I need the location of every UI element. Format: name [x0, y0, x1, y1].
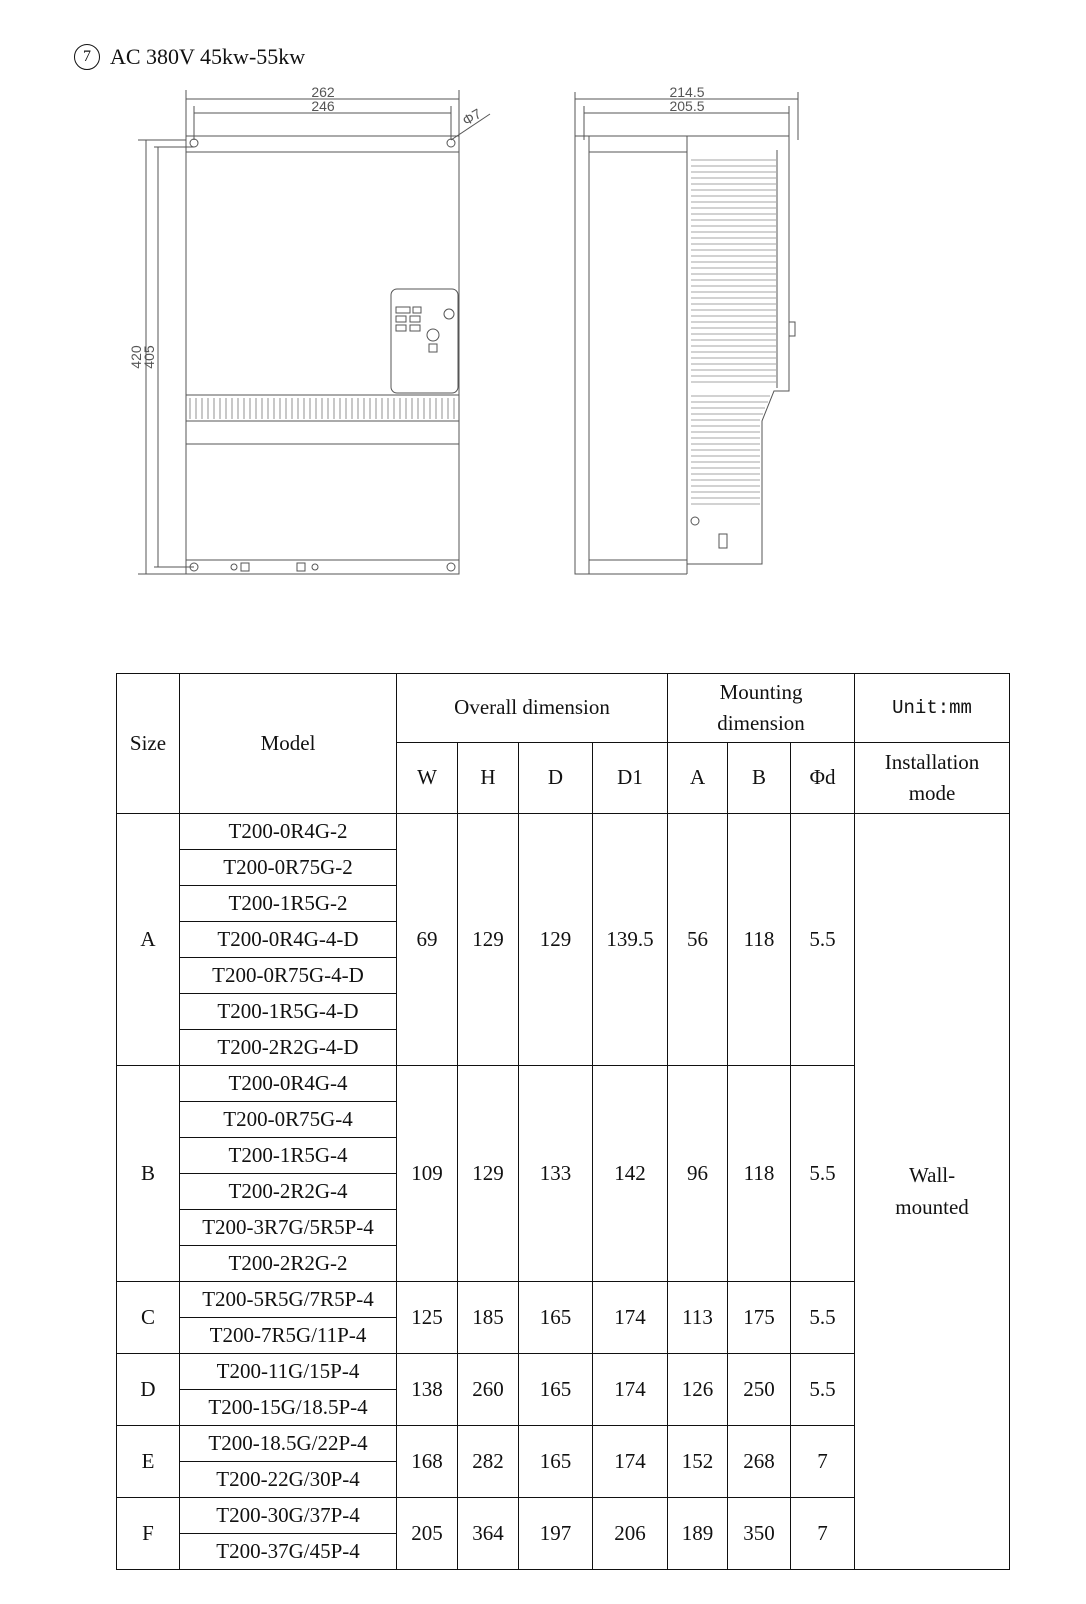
value-cell-d1: 174	[593, 1426, 668, 1498]
value-cell-d: 197	[519, 1498, 593, 1570]
dim-405: 405	[141, 345, 157, 369]
dim-214-5: 214.5	[669, 84, 705, 100]
value-cell-b: 268	[728, 1426, 791, 1498]
value-cell-d: 165	[519, 1282, 593, 1354]
value-cell-d1: 139.5	[593, 814, 668, 1066]
model-cell: T200-37G/45P-4	[180, 1534, 397, 1570]
value-cell-a: 152	[668, 1426, 728, 1498]
table-row	[117, 814, 1010, 850]
dim-262: 262	[311, 84, 335, 100]
size-cell: B	[117, 1066, 180, 1282]
circled-number: 7	[74, 44, 100, 70]
model-cell: T200-0R75G-4	[180, 1102, 397, 1138]
dimension-drawing	[0, 0, 1086, 600]
value-cell-b: 350	[728, 1498, 791, 1570]
value-cell-a: 56	[668, 814, 728, 1066]
size-cell: F	[117, 1498, 180, 1570]
installation-mode-cell: Wall-mounted	[855, 814, 1010, 1570]
value-cell-phid: 5.5	[791, 1066, 855, 1282]
value-cell-h: 129	[458, 1066, 519, 1282]
header-d: D	[519, 743, 593, 814]
value-cell-b: 250	[728, 1354, 791, 1426]
value-cell-w: 138	[397, 1354, 458, 1426]
value-cell-b: 118	[728, 814, 791, 1066]
model-cell: T200-22G/30P-4	[180, 1462, 397, 1498]
value-cell-phid: 5.5	[791, 1354, 855, 1426]
model-cell: T200-0R75G-4-D	[180, 958, 397, 994]
value-cell-b: 175	[728, 1282, 791, 1354]
header-a: A	[668, 743, 728, 814]
model-cell: T200-2R2G-4	[180, 1174, 397, 1210]
model-cell: T200-18.5G/22P-4	[180, 1426, 397, 1462]
dim-205-5: 205.5	[669, 98, 705, 114]
value-cell-d1: 174	[593, 1354, 668, 1426]
model-cell: T200-2R2G-2	[180, 1246, 397, 1282]
value-cell-w: 69	[397, 814, 458, 1066]
model-cell: T200-0R75G-2	[180, 850, 397, 886]
value-cell-d1: 206	[593, 1498, 668, 1570]
value-cell-d1: 142	[593, 1066, 668, 1282]
model-cell: T200-5R5G/7R5P-4	[180, 1282, 397, 1318]
value-cell-phid: 5.5	[791, 814, 855, 1066]
header-size: Size	[117, 674, 180, 814]
value-cell-h: 129	[458, 814, 519, 1066]
header-phid: Φd	[791, 743, 855, 814]
header-unit: Unit:mm	[855, 674, 1010, 743]
value-cell-h: 364	[458, 1498, 519, 1570]
model-cell: T200-0R4G-4-D	[180, 922, 397, 958]
heading-text: AC 380V 45kw-55kw	[110, 44, 306, 69]
model-cell: T200-30G/37P-4	[180, 1498, 397, 1534]
header-install: Installation mode	[855, 743, 1010, 814]
value-cell-a: 113	[668, 1282, 728, 1354]
dim-246: 246	[311, 98, 335, 114]
value-cell-phid: 7	[791, 1426, 855, 1498]
value-cell-phid: 5.5	[791, 1282, 855, 1354]
size-cell: C	[117, 1282, 180, 1354]
dim-phi7: Φ7	[459, 105, 484, 129]
header-w: W	[397, 743, 458, 814]
value-cell-d: 165	[519, 1354, 593, 1426]
model-cell: T200-1R5G-2	[180, 886, 397, 922]
model-cell: T200-0R4G-4	[180, 1066, 397, 1102]
size-cell: A	[117, 814, 180, 1066]
value-cell-a: 189	[668, 1498, 728, 1570]
value-cell-w: 205	[397, 1498, 458, 1570]
model-cell: T200-11G/15P-4	[180, 1354, 397, 1390]
value-cell-h: 185	[458, 1282, 519, 1354]
header-h: H	[458, 743, 519, 814]
value-cell-phid: 7	[791, 1498, 855, 1570]
model-cell: T200-0R4G-2	[180, 814, 397, 850]
dim-420: 420	[128, 345, 144, 369]
model-cell: T200-1R5G-4	[180, 1138, 397, 1174]
model-cell: T200-15G/18.5P-4	[180, 1390, 397, 1426]
value-cell-b: 118	[728, 1066, 791, 1282]
model-cell: T200-7R5G/11P-4	[180, 1318, 397, 1354]
header-overall: Overall dimension	[397, 674, 668, 743]
size-cell: E	[117, 1426, 180, 1498]
model-cell: T200-2R2G-4-D	[180, 1030, 397, 1066]
header-mounting: Mounting dimension	[668, 674, 855, 743]
value-cell-a: 96	[668, 1066, 728, 1282]
value-cell-h: 282	[458, 1426, 519, 1498]
model-cell: T200-3R7G/5R5P-4	[180, 1210, 397, 1246]
value-cell-a: 126	[668, 1354, 728, 1426]
model-cell: T200-1R5G-4-D	[180, 994, 397, 1030]
header-model: Model	[180, 674, 397, 814]
size-cell: D	[117, 1354, 180, 1426]
value-cell-w: 125	[397, 1282, 458, 1354]
value-cell-d: 133	[519, 1066, 593, 1282]
value-cell-d: 129	[519, 814, 593, 1066]
value-cell-w: 109	[397, 1066, 458, 1282]
value-cell-w: 168	[397, 1426, 458, 1498]
value-cell-h: 260	[458, 1354, 519, 1426]
dimension-table	[116, 673, 1010, 1570]
value-cell-d1: 174	[593, 1282, 668, 1354]
header-b: B	[728, 743, 791, 814]
value-cell-d: 165	[519, 1426, 593, 1498]
header-d1: D1	[593, 743, 668, 814]
